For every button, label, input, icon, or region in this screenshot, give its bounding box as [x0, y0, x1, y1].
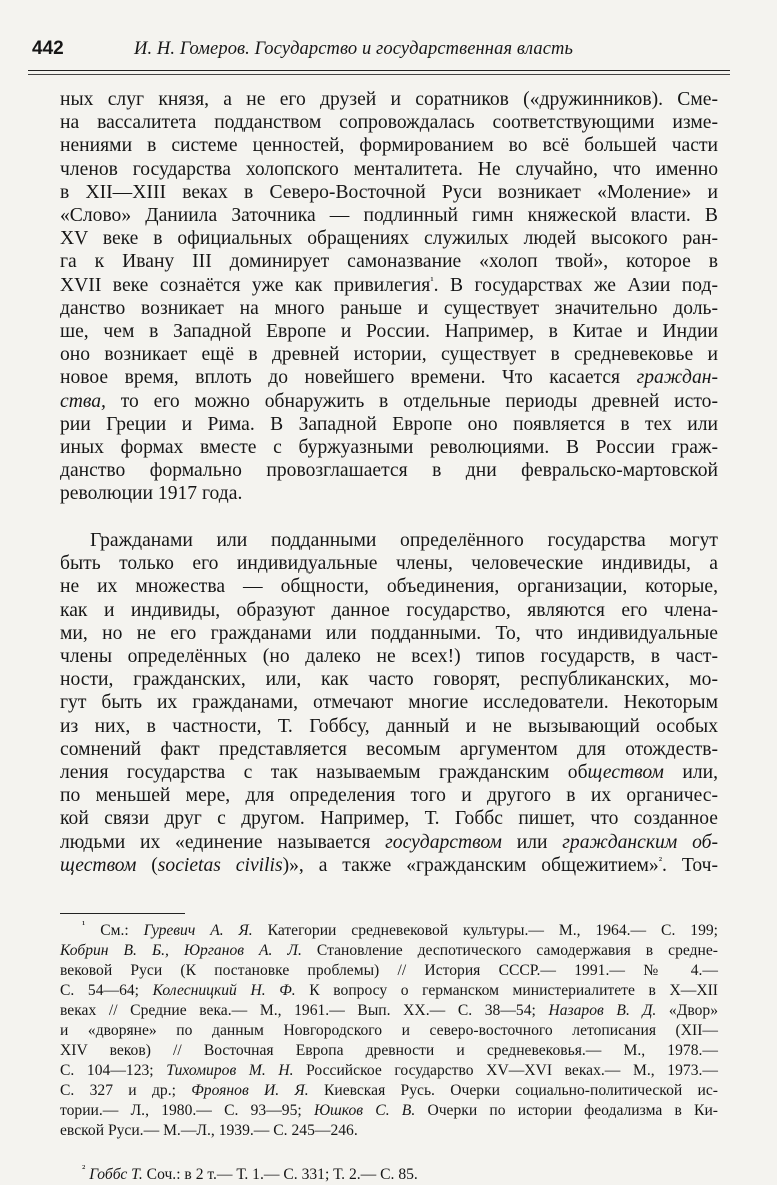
paragraph-1 [60, 88, 718, 506]
footnote-line: С. 54—64; Колесницкий Н. Ф. К вопросу о германском министериалитете в X—XII [60, 982, 718, 999]
footnote-line: С. 104—123; Тихомиров М. Н. Российское государство XV—XVI веках.— М., 1973.— [60, 1062, 718, 1079]
text-line: иных формах вместе с буржуазными революциями. В России граж- [60, 437, 718, 459]
footnote-line: вековой Руси (К постановке проблемы) // История СССР.— 1991.— № 4.— [60, 962, 718, 979]
text-line: данство возникает на много раньше и существует значительно доль- [60, 297, 718, 319]
text-line: революции 1917 года. [60, 483, 243, 505]
footnote-line: XIV веков) // Восточная Европа древности и средневековья.— М., 1978.— [60, 1042, 718, 1059]
text-line: ства, то его можно обнаружить в отдельные периоды древней исто- [60, 390, 718, 412]
text-line: оно возникает ещё в древней истории, существует в средневековье и [60, 344, 718, 366]
footnote-line: Кобрин В. Б., Юрганов А. Л. Становление деспотического самодержавия в средне- [60, 942, 718, 959]
footnote-1 [60, 921, 718, 1141]
footnote-line: $^{^1}$ См.: Гуревич А. Я. Категории средневековой культуры.— М., 1964.— С. 199; [82, 919, 719, 939]
text-line: Гражданами или подданными определённого государства могут [90, 530, 718, 551]
footnote-line: евской Руси.— М.—Л., 1939.— С. 245—246. [60, 1122, 358, 1139]
footnote-2: $^{^2}$ Гоббс Т. Соч.: в 2 т.— Т. 1.— С. 331; Т. 2.— С. 85. [82, 1163, 418, 1183]
text-line: в XII—XIII веках в Северо-Восточной Руси возникает «Моление» и [60, 181, 718, 203]
text-line: из них, в частности, Т. Гоббсу, данный и не вызывающий особых [60, 715, 718, 737]
text-line: ности, гражданских, или, как часто говорят, республиканских, мо- [60, 669, 718, 691]
text-line: га к Ивану III доминирует самоназвание «холоп твой», которое в [60, 251, 718, 273]
text-line: по меньшей мере, для определения того и другого в их органичес- [60, 785, 718, 807]
text-line: не их множества — общности, объединения, организации, которые, [60, 576, 718, 598]
text-line: людьми их «единение называется государством или гражданским об- [60, 831, 719, 853]
footnote-line: веках // Средние века.— М., 1961.— Вып. XX.— С. 38—54; Назаров В. Д. «Двор» [60, 1002, 719, 1019]
text-line: XV веке в официальных обращениях служилых людей высокого ран- [60, 228, 718, 250]
paragraph-2 [60, 529, 718, 877]
text-line: члены определённых (но далеко не всех!) типов государств, в част- [60, 646, 718, 668]
running-header [30, 38, 720, 68]
text-line: новое время, вплоть до новейшего времени. Что касается граждан- [60, 367, 718, 389]
text-line: нениями в системе ценностей, формированием во всё большей части [60, 135, 718, 157]
text-line: сомнений факт представляется весомым аргументом для отождеств- [60, 738, 718, 760]
text-line: ше, чем в Западной Европе и России. Например, в Китае и Индии [60, 321, 718, 343]
footnote-line: и «дворяне» по данным Новгородского и северо-восточного летописания (XII— [60, 1022, 718, 1039]
text-line: гут быть их гражданами, отмечают многие исследователи. Некоторым [60, 692, 718, 714]
text-line: данство формально провозглашается в дни февральско-мартовской [60, 460, 718, 482]
text-line: ных слуг князя, а не его друзей и соратников («дружинников). Сме- [60, 89, 718, 110]
text-line: кой связи друг с другом. Например, Т. Гоббс пишет, что созданное [60, 808, 718, 830]
text-line: ми, но не его гражданами или подданными. То, что индивидуальные [60, 622, 718, 644]
text-line: как и индивиды, образуют данное государство, являются его члена- [60, 599, 718, 621]
text-line: ществом (societas civilis)», а также «гражданским общежитием»$^{^2}$. Точ- [60, 854, 718, 876]
running-title: И. Н. Гомеров. Государство и государственная власть [134, 39, 574, 59]
footnote-line: тории.— Л., 1980.— С. 93—95; Юшков С. В. Очерки по истории феодализма в Ки- [60, 1102, 718, 1119]
header-rule-thin [28, 74, 730, 75]
page-number: 442 [32, 38, 64, 59]
footnote-rule [60, 913, 185, 914]
text-line: XVII веке сознаётся уже как привилегия$^{^1}$. В государствах же Азии под- [60, 274, 718, 296]
text-line: членов государства холопского менталитета. Не случайно, что именно [60, 158, 718, 180]
text-line: быть только его индивидуальные члены, человеческие индивиды, а [60, 553, 718, 575]
header-rule [28, 70, 730, 71]
text-line: рии Греции и Рима. В Западной Европе оно появляется в тех или [60, 413, 718, 435]
text-line: «Слово» Даниила Заточника — подлинный гимн княжеской власти. В [60, 205, 718, 227]
text-line: ления государства с так называемым гражданским обществом или, [60, 762, 719, 784]
text-line: на вассалитета подданством сопровождалась соответствующими изме- [60, 112, 718, 134]
footnote-line: С. 327 и др.; Фроянов И. Я. Киевская Русь. Очерки социально-политической ис- [60, 1082, 718, 1099]
